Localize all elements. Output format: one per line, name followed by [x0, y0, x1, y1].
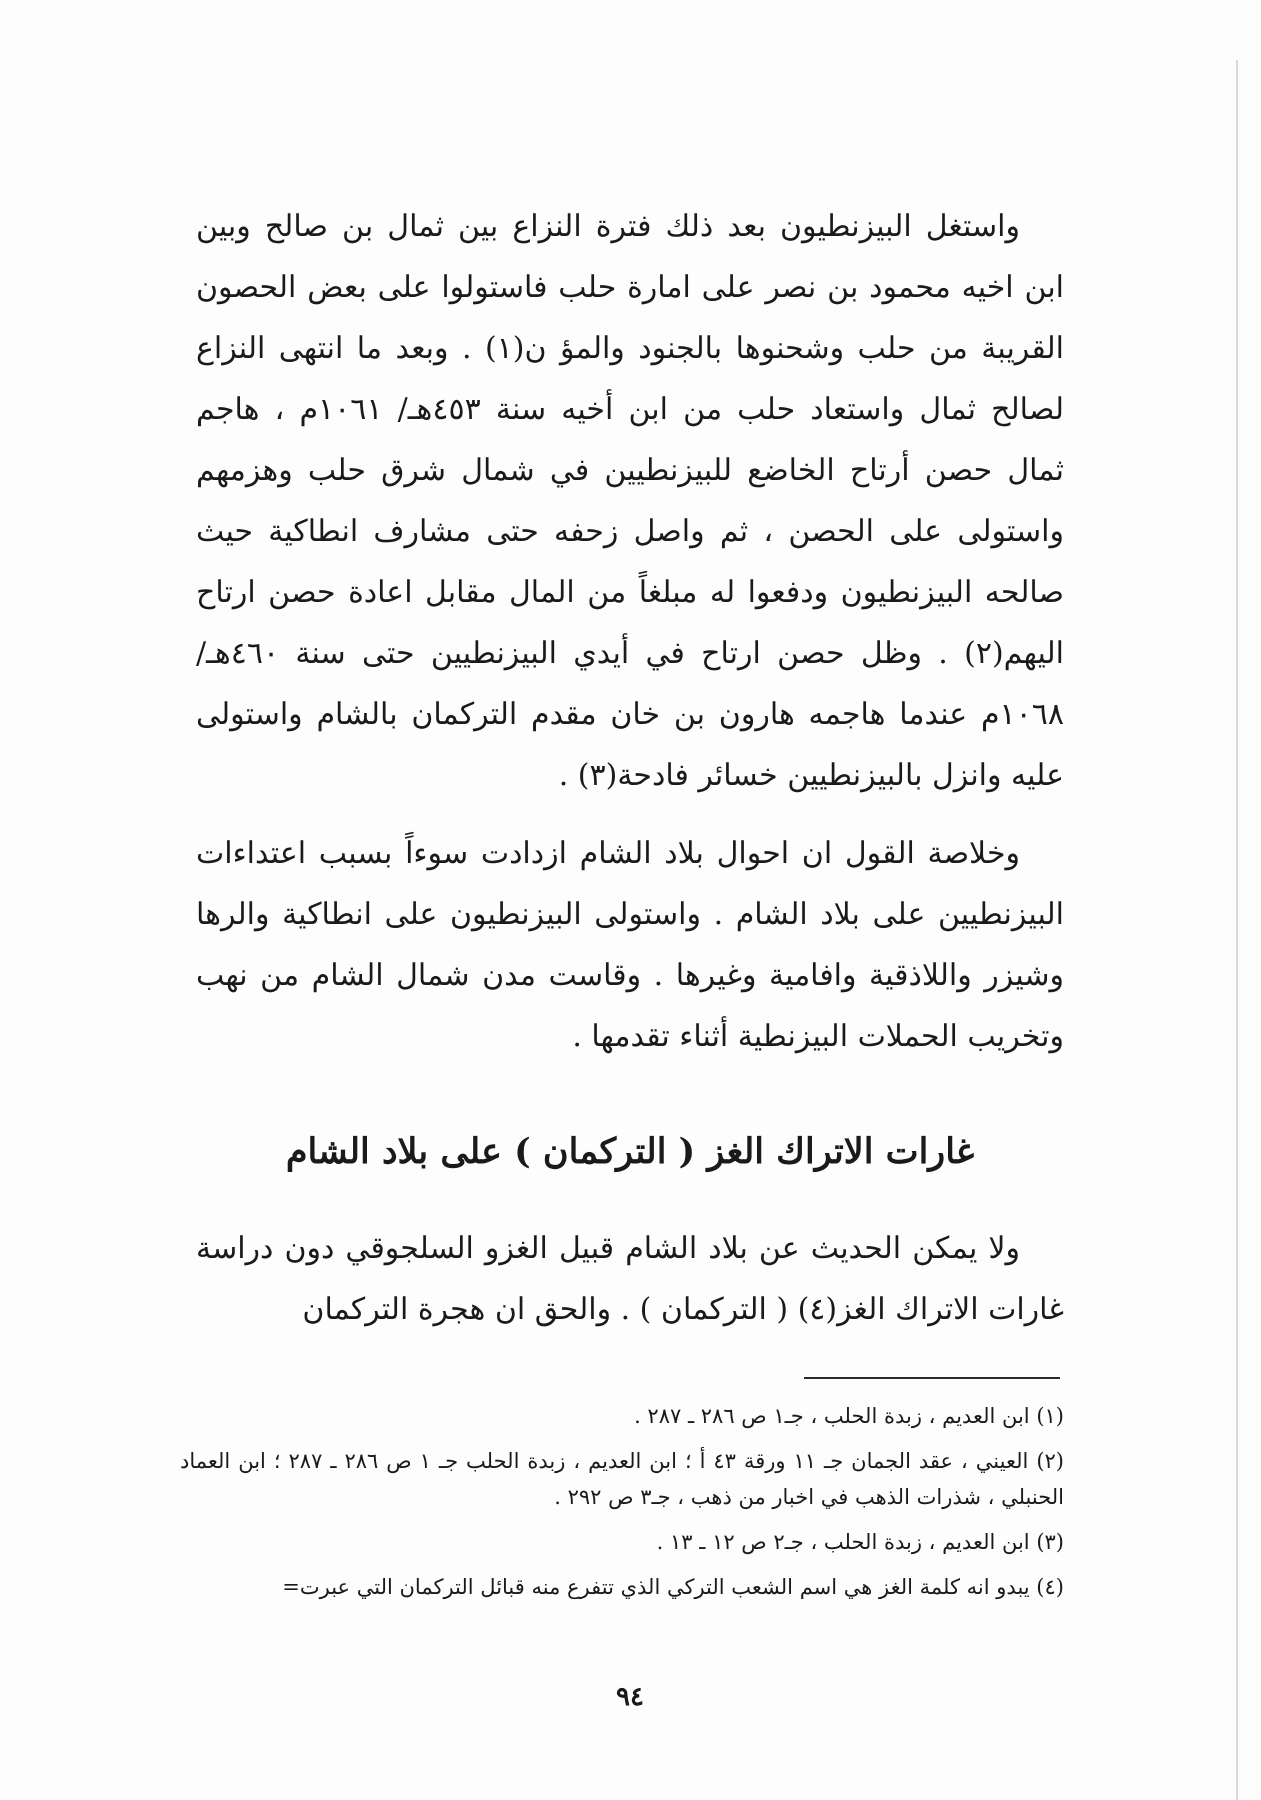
- body-paragraph-1: [196, 196, 1064, 806]
- footnote-4: (٤) يبدو انه كلمة الغز هي اسم الشعب التركي الذي تتفرع منه قبائل التركمان التي عبرت=: [282, 1575, 1064, 1599]
- paragraph-text: ولا يمكن الحديث عن بلاد الشام قبيل الغزو السلجوقي دون دراسة غارات الاتراك الغز(٤) ( التركمان ) . والحق ان هجرة التركمان: [196, 1231, 1064, 1327]
- footnote-separator: [804, 1377, 1060, 1379]
- body-paragraph-3: [196, 1218, 1064, 1340]
- page-number: ٩٤: [616, 1682, 644, 1712]
- body-paragraph-2: [196, 823, 1064, 1067]
- footnote-3: (٣) ابن العديم ، زبدة الحلب ، جـ٢ ص ١٢ ـ ١٣ .: [656, 1530, 1064, 1554]
- footnote-1: (١) ابن العديم ، زبدة الحلب ، جـ١ ص ٢٨٦ ـ ٢٨٧ .: [634, 1404, 1064, 1428]
- footnote-2: (٢) العيني ، عقد الجمان جـ ١١ ورقة ٤٣ أ ؛ ابن العديم ، زبدة الحلب جـ ١ ص ٢٨٦ ـ ٢٨٧ ؛ ابن العماد الحنبلي ، شذرات الذهب في اخبار من ذهب ، جـ٣ ص ٢٩٢ .: [180, 1449, 1064, 1509]
- footnotes-list: [180, 1398, 1064, 1614]
- section-heading: غارات الاتراك الغز ( التركمان ) على بلاد الشام: [285, 1131, 975, 1172]
- paragraph-text: واستغل البيزنطيون بعد ذلك فترة النزاع بين ثمال بن صالح وبين ابن اخيه محمود بن نصر على امارة حلب فاستولوا على بعض الحصون القريبة من حلب وشحنوها بالجنود والمؤ ن(١) . وبعد ما انتهى النزاع لصالح ثمال واستعاد حلب من ابن أخيه سنة ٤٥٣هـ/ ١٠٦١م ، هاجم ثمال حصن أرتاح الخاضع للبيزنطيين في شمال شرق حلب وهزمهم واستولى على الحصن ، ثم واصل زحفه حتى مشارف انطاكية حيث صالحه البيزنطيون ودفعوا له مبلغاً من المال مقابل اعادة حصن ارتاح اليهم(٢) . وظل حصن ارتاح في أيدي البيزنطيين حتى سنة ٤٦٠هـ/ ١٠٦٨م عندما هاجمه هارون بن خان مقدم التركمان بالشام واستولى عليه وانزل بالبيزنطيين خسائر فادحة(٣) .: [196, 209, 1064, 793]
- paragraph-text: وخلاصة القول ان احوال بلاد الشام ازدادت سوءاً بسبب اعتداءات البيزنطيين على بلاد الشام . واستولى البيزنطيون على انطاكية والرها وشيزر واللاذقية وافامية وغيرها . وقاست مدن شمال الشام من نهب وتخريب الحملات البيزنطية أثناء تقدمها .: [196, 836, 1064, 1054]
- scan-edge-line: [1236, 60, 1238, 1800]
